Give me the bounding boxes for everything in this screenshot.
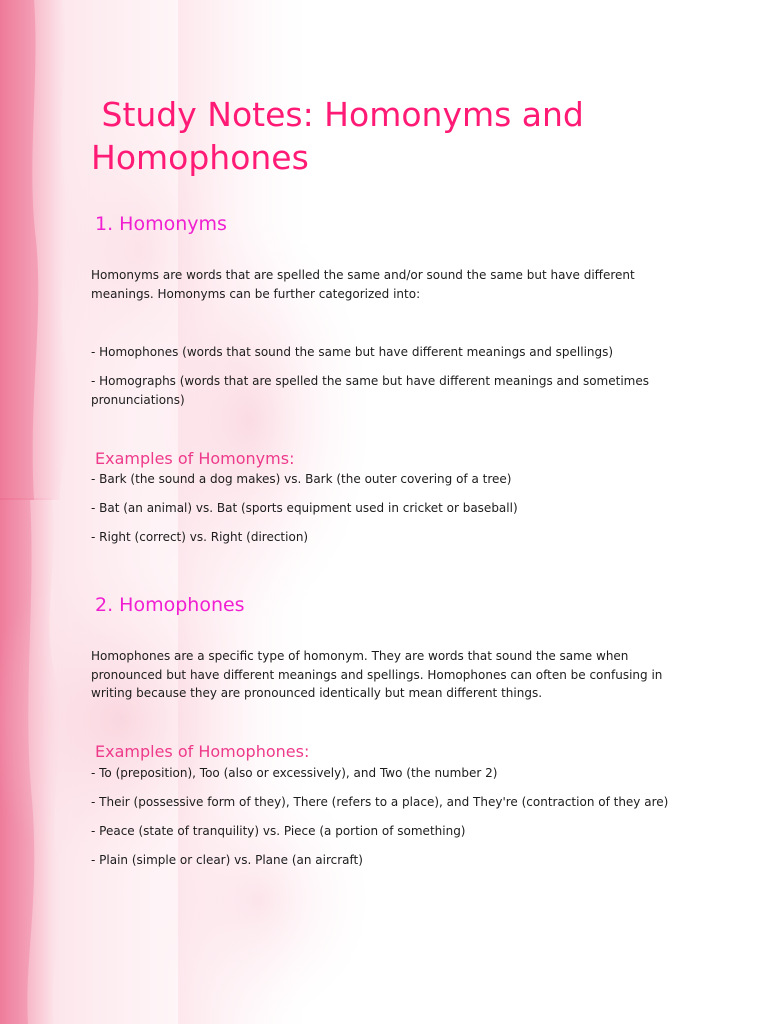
homophones-definition: Homophones are a specific type of homonym. They are words that sound the same when pronounced but have different meanings and spellings. Homophones can often be confusing in writing because they are pronounced identically but mean different things. [91,649,663,700]
homophone-example: - Plain (simple or clear) vs. Plane (an aircraft) [91,853,363,867]
section-heading-homophones: 2. Homophones [95,594,245,616]
homonym-example: - Right (correct) vs. Right (direction) [91,530,309,544]
homonym-example: - Bat (an animal) vs. Bat (sports equipment used in cricket or baseball) [91,501,518,515]
homophone-example: - To (preposition), Too (also or excessively), and Two (the number 2) [91,766,498,780]
homophone-example: - Peace (state of tranquility) vs. Piece (a portion of something) [91,824,466,838]
homonyms-category-homophones: - Homophones (words that sound the same but have different meanings and spellings) [91,345,614,359]
homonyms-category-homographs: - Homographs (words that are spelled the same but have different meanings and sometimes pronunciations) [91,374,649,407]
section-heading-homonyms: 1. Homonyms [95,213,227,235]
homophone-example: - Their (possessive form of they), There (refers to a place), and They're (contraction of they are) [91,795,669,809]
examples-heading-homonyms: Examples of Homonyms: [95,449,295,468]
page-title: Study Notes: Homonyms and Homophones [91,95,595,177]
homonym-example: - Bark (the sound a dog makes) vs. Bark (the outer covering of a tree) [91,472,512,486]
homonyms-definition: Homonyms are words that are spelled the same and/or sound the same but have different meanings. Homonyms can be further categorized into: [91,268,635,301]
examples-heading-homophones: Examples of Homophones: [95,742,310,761]
